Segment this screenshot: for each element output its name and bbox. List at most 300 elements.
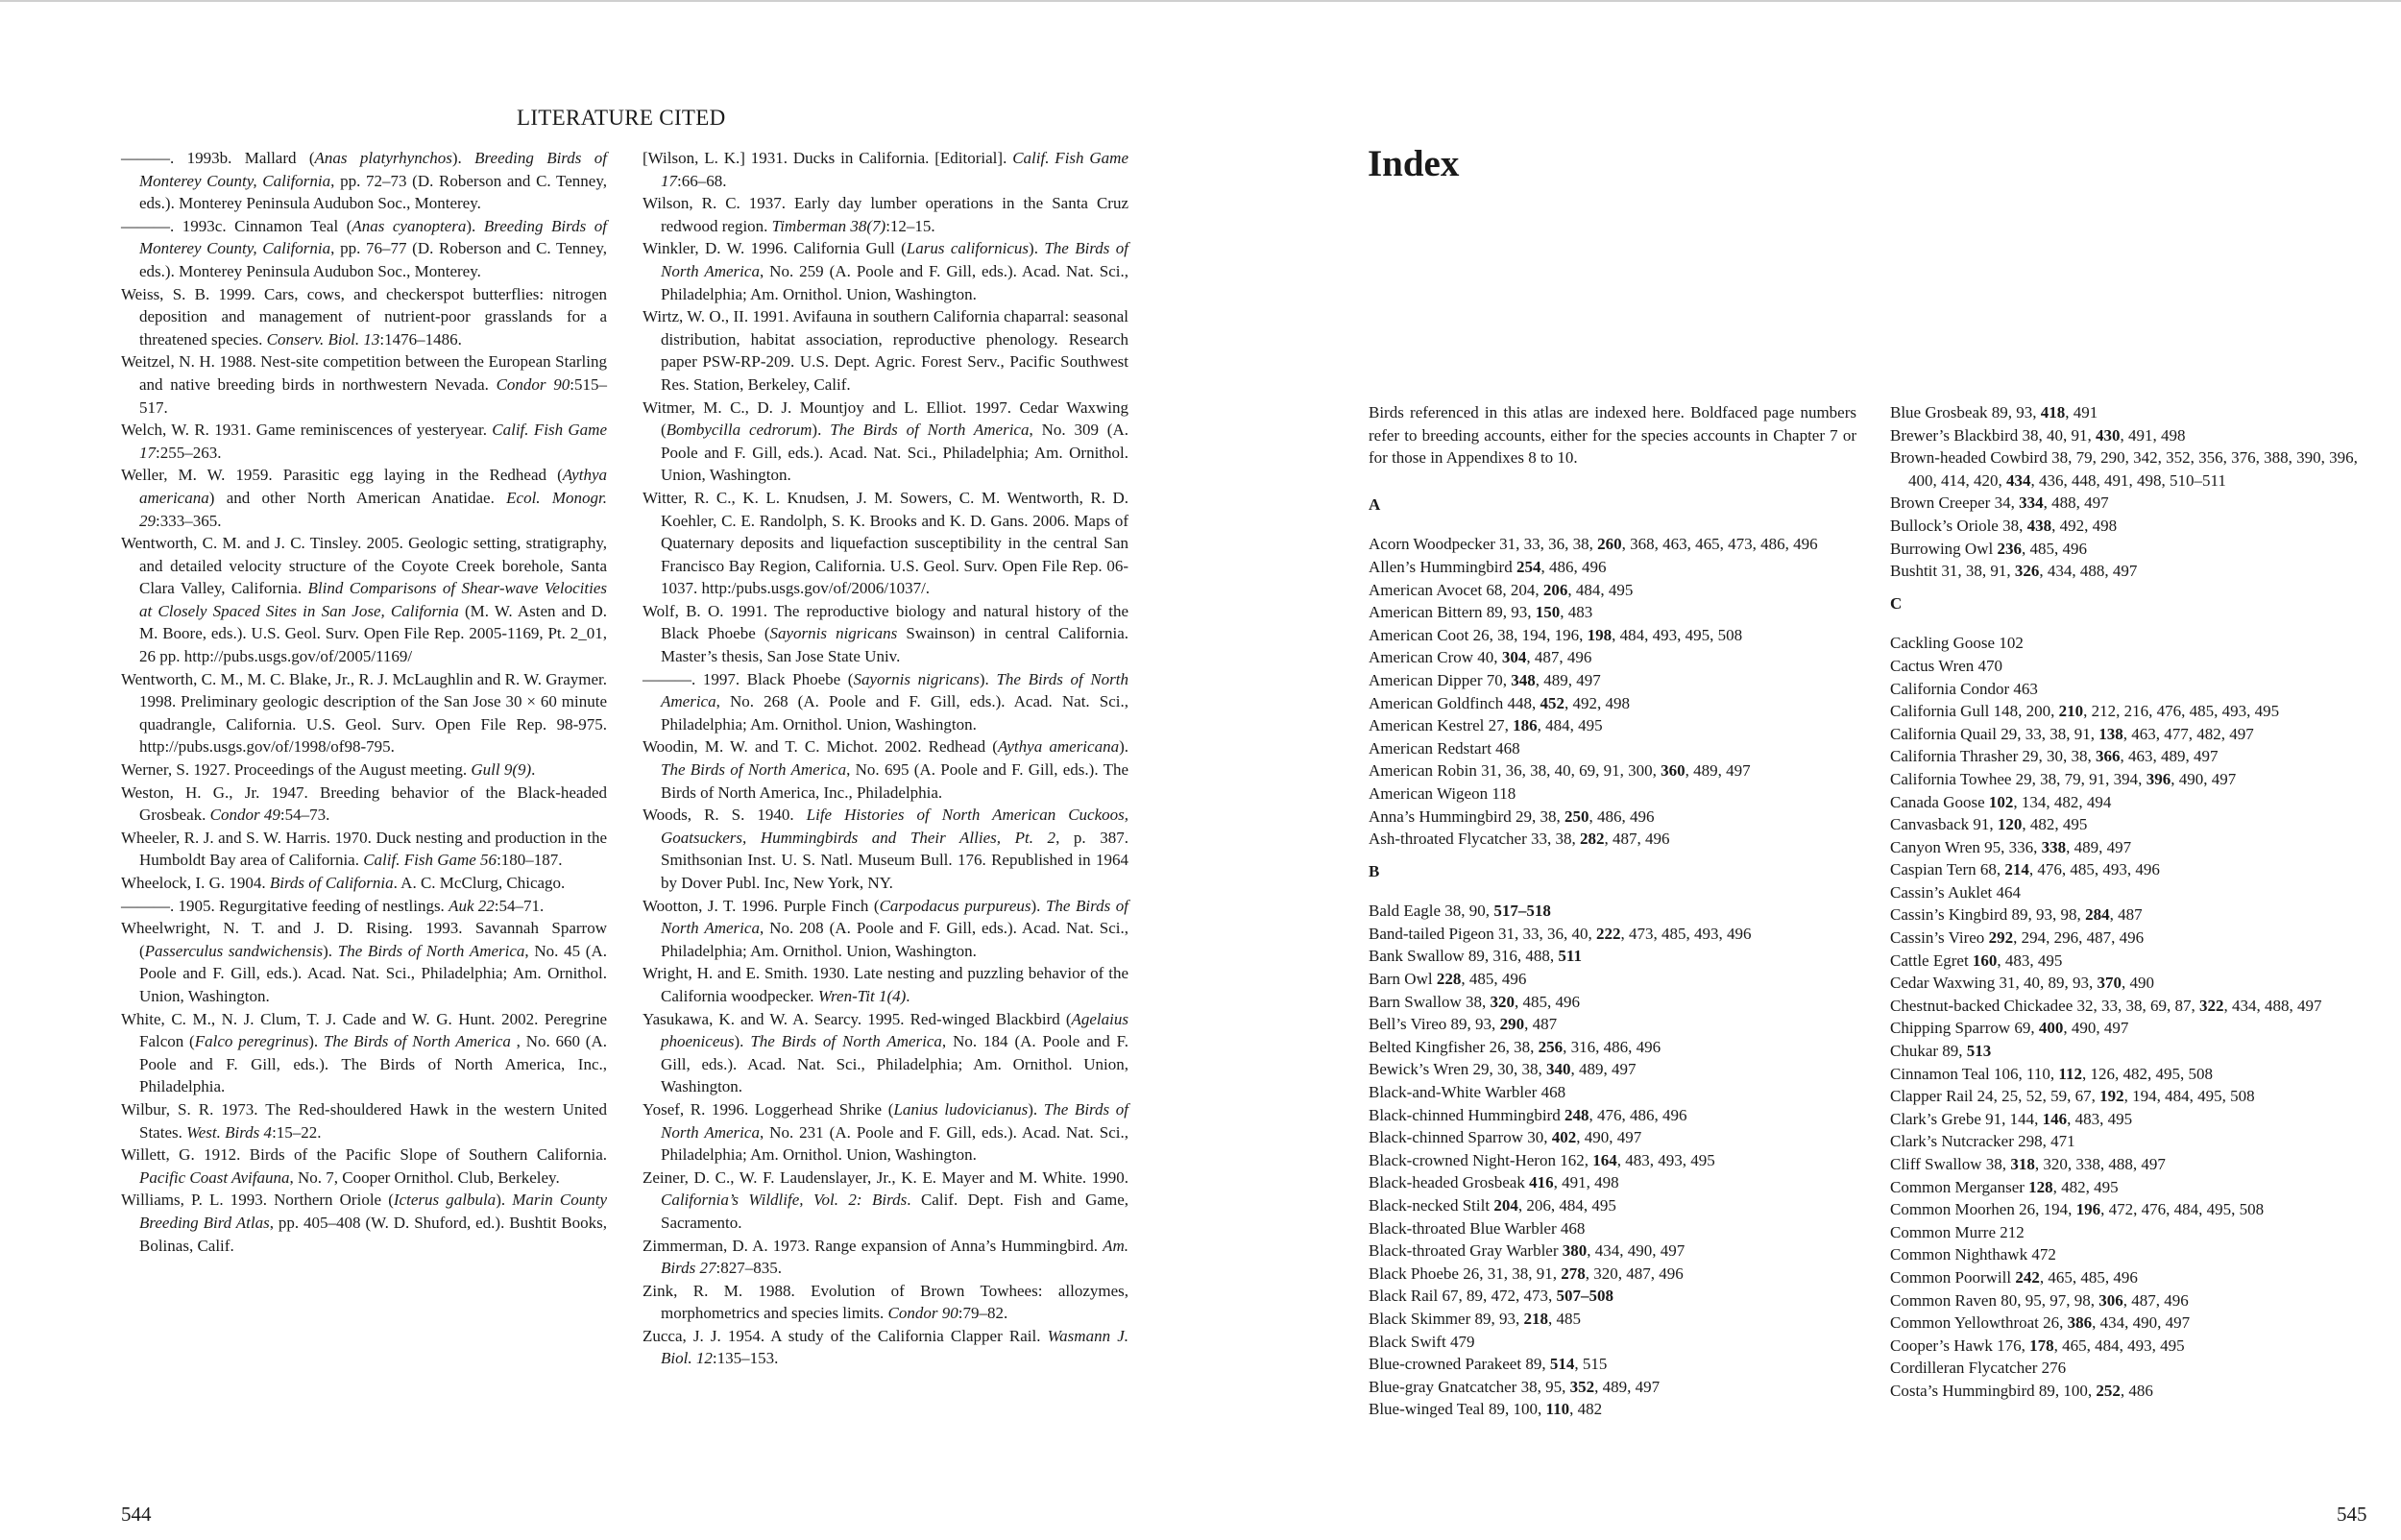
- breeding-account-page: 210: [2058, 702, 2084, 721]
- text-run: Chestnut-backed Chickadee 32, 33, 38, 69, 87,: [1890, 996, 2199, 1015]
- text-run: Black Phoebe 26, 31, 38, 91,: [1369, 1263, 1562, 1283]
- text-run: , 434, 490, 497: [2092, 1313, 2191, 1333]
- text-run: Wolf, B. O. 1991. The reproductive biology and natural history of the Black Phoebe (: [643, 601, 1128, 643]
- reference-entry: [643, 192, 1128, 237]
- reference-entry: [121, 1008, 607, 1098]
- text-run: , 487, 496: [1526, 648, 1592, 667]
- breeding-account-page: 290: [1499, 1015, 1525, 1034]
- text-run: Zeiner, D. C., W. F. Laudenslayer, Jr., K. E. Mayer and M. White. 1990.: [643, 1167, 1128, 1187]
- text-run: Canada Goose: [1890, 792, 1989, 811]
- index-entry: [1890, 950, 2372, 973]
- reference-entry: [643, 397, 1128, 487]
- text-run: , 483: [1560, 603, 1593, 622]
- text-run: Wright, H. and E. Smith. 1930. Late nesting and puzzling behavior of the California woodpecker.: [643, 964, 1128, 1005]
- text-run: Swainson) in central California. Master’s thesis, San Jose State Univ.: [661, 624, 1128, 666]
- text-run: :15–22.: [272, 1122, 322, 1142]
- index-entry: [1369, 991, 1856, 1014]
- text-run: Witmer, M. C., D. J. Mountjoy and L. Elliot. 1997. Cedar Waxwing (: [643, 397, 1128, 440]
- text-run: ).: [1029, 239, 1045, 258]
- text-run: Black-throated Gray Warbler: [1369, 1241, 1563, 1261]
- text-run: Zink, R. M. 1988. Evolution of Brown Towhees: allozymes, morphometrics and species limits.: [643, 1281, 1128, 1323]
- breeding-account-page: 402: [1551, 1128, 1577, 1147]
- breeding-account-page: 150: [1535, 603, 1561, 622]
- text-run: B: [1369, 861, 1380, 880]
- text-run: Brown-headed Cowbird 38, 79, 290, 342, 352, 356, 376, 388, 390, 396, 400, 414, 420,: [1890, 448, 2358, 490]
- index-entry: [1890, 1357, 2372, 1380]
- text-run: , No. 208 (A. Poole and F. Gill, eds.). Acad. Nat. Sci., Philadelphia; Am. Ornithol. Union, Washington.: [661, 919, 1129, 960]
- italic-text: Aythya americana: [139, 466, 607, 507]
- index-entry: [1369, 714, 1856, 737]
- text-run: , 488, 497: [2043, 493, 2109, 513]
- index-entry: [1890, 515, 2372, 538]
- index-entry: [1369, 1239, 1856, 1263]
- breeding-account-page: 318: [2010, 1155, 2035, 1173]
- index-letter-heading: [1369, 493, 1856, 517]
- index-entry: [1890, 1108, 2372, 1131]
- text-run: [Wilson, L. K.] 1931. Ducks in California. [Editorial].: [643, 149, 1013, 167]
- text-run: , No. 268 (A. Poole and F. Gill, eds.). Acad. Nat. Sci., Philadelphia; Am. Ornithol. Union, Washington.: [661, 692, 1128, 734]
- text-run: Canyon Wren 95, 336,: [1890, 837, 2042, 856]
- text-run: , 487: [2109, 905, 2143, 925]
- breeding-account-page: 110: [1545, 1400, 1570, 1419]
- italic-text: Sayornis nigricans: [769, 624, 898, 643]
- text-run: Weller, M. W. 1959. Parasitic egg laying in the Redhead (: [121, 466, 563, 485]
- text-run: Caspian Tern 68,: [1890, 860, 2005, 879]
- text-run: ).: [466, 216, 484, 235]
- breeding-account-page: 507–508: [1556, 1287, 1613, 1306]
- italic-text: Anas platyrhynchos: [314, 149, 452, 167]
- text-run: ).: [1028, 1099, 1044, 1119]
- breeding-account-page: 416: [1529, 1173, 1554, 1192]
- breeding-account-page: 278: [1561, 1263, 1586, 1283]
- text-run: , 212, 216, 476, 485, 493, 495: [2083, 702, 2280, 721]
- text-run: Common Nighthawk 472: [1890, 1245, 2056, 1264]
- text-run: Cassin’s Vireo: [1890, 928, 1989, 948]
- text-run: , 485: [1547, 1309, 1581, 1328]
- page-number-left: 544: [121, 1503, 152, 1526]
- text-run: :180–187.: [497, 851, 563, 870]
- text-run: Cliff Swallow 38,: [1890, 1155, 2011, 1173]
- text-run: ).: [451, 149, 475, 167]
- italic-text: Bombycilla cedrorum: [666, 421, 812, 440]
- text-run: :54–71.: [494, 896, 545, 915]
- text-run: American Crow 40,: [1369, 648, 1502, 667]
- reference-entry: [643, 895, 1128, 963]
- text-run: , No. 231 (A. Poole and F. Gill, eds.). Acad. Nat. Sci., Philadelphia; Am. Ornithol. Union, Washington.: [661, 1122, 1129, 1165]
- italic-text: Carpodacus purpureus: [879, 896, 1031, 915]
- breeding-account-page: 366: [2096, 747, 2121, 766]
- text-run: Black-and-White Warbler 468: [1369, 1083, 1566, 1102]
- breeding-account-page: 196: [2075, 1200, 2101, 1219]
- text-run: Bald Eagle 38, 90,: [1369, 902, 1494, 921]
- breeding-account-page: 430: [2096, 425, 2121, 445]
- index-entry: [1890, 1085, 2372, 1108]
- text-run: Weiss, S. B. 1999. Cars, cows, and checkerspot butterflies: nitrogen deposition and management of nutrient-poor grasslands for a threatened species.: [121, 284, 607, 349]
- index-entry: [1890, 995, 2372, 1018]
- breeding-account-page: 338: [2041, 837, 2067, 856]
- text-run: , 320, 338, 488, 497: [2034, 1155, 2166, 1173]
- reference-entry: [643, 1167, 1128, 1235]
- text-run: . A. C. McClurg, Chicago.: [393, 874, 566, 892]
- italic-text: Blind Comparisons of Shear-wave Velocities at Closely Spaced Sites in San Jose, California: [139, 579, 607, 620]
- breeding-account-page: 386: [2067, 1313, 2093, 1333]
- text-run: American Robin 31, 36, 38, 40, 69, 91, 300,: [1369, 761, 1661, 781]
- reference-entry: [643, 735, 1128, 804]
- italic-text: The Birds of North America: [661, 239, 1128, 280]
- reference-entry: [121, 1189, 607, 1257]
- text-run: , 320, 487, 496: [1585, 1263, 1684, 1283]
- italic-text: Breeding Birds of Monterey County, California: [139, 149, 607, 190]
- index-entry: [1890, 1153, 2372, 1176]
- reference-entry: [643, 237, 1128, 305]
- text-run: Bell’s Vireo 89, 93,: [1369, 1015, 1500, 1034]
- text-run: Winkler, D. W. 1996. California Gull (: [643, 239, 907, 258]
- breeding-account-page: 178: [2029, 1335, 2054, 1355]
- index-entry: [1890, 401, 2372, 424]
- text-run: ).: [308, 1032, 324, 1051]
- index-letter-heading: [1890, 592, 2372, 615]
- index-entry: [1890, 768, 2372, 791]
- text-run: Cooper’s Hawk 176,: [1890, 1335, 2030, 1355]
- text-run: Black Rail 67, 89, 472, 473,: [1369, 1287, 1557, 1306]
- index-entry: [1369, 624, 1856, 647]
- italic-text: Condor 49: [209, 806, 280, 825]
- index-entry: [1890, 1335, 2372, 1358]
- index-entry: [1369, 646, 1856, 669]
- breeding-account-page: 146: [2042, 1109, 2068, 1128]
- text-run: Black Swift 479: [1369, 1332, 1475, 1351]
- index-entry: [1890, 836, 2372, 859]
- text-run: Wootton, J. T. 1996. Purple Finch (: [643, 896, 880, 915]
- text-run: Belted Kingfisher 26, 38,: [1369, 1037, 1539, 1056]
- reference-entry: [121, 827, 607, 872]
- breeding-account-page: 254: [1516, 557, 1541, 576]
- text-run: American Wigeon 118: [1369, 783, 1516, 803]
- index-entry: [1369, 1149, 1856, 1172]
- italic-text: The Birds of North America: [661, 1099, 1129, 1142]
- text-run: ).: [1031, 896, 1046, 915]
- index-entry: [1890, 424, 2372, 447]
- index-entry: [1890, 1380, 2372, 1403]
- index-entry: [1890, 1311, 2372, 1335]
- text-run: ).: [812, 421, 831, 440]
- text-run: Werner, S. 1927. Proceedings of the August meeting.: [121, 760, 472, 780]
- text-run: Wilbur, S. R. 1973. The Red-shouldered Hawk in the western United States.: [121, 1099, 607, 1142]
- text-run: Common Poorwill: [1890, 1267, 2016, 1287]
- text-run: Chipping Sparrow 69,: [1890, 1019, 2039, 1038]
- text-run: (M. W. Asten and D. M. Boore, eds.). U.S. Geol. Surv. Open File Rep. 2005-1169, Pt. 2_01, 26 pp. http://pubs.usgs.gov/of/2005/1169/: [139, 601, 607, 666]
- text-run: , 484, 495: [1567, 580, 1634, 599]
- index-entry: [1369, 900, 1856, 923]
- text-run: :1476–1486.: [379, 329, 462, 349]
- text-run: Yasukawa, K. and W. A. Searcy. 1995. Red-winged Blackbird (: [643, 1009, 1072, 1028]
- text-run: , 487: [1524, 1015, 1558, 1034]
- breeding-account-page: 284: [2085, 905, 2110, 925]
- reference-entry: [643, 962, 1128, 1007]
- text-run: California Quail 29, 33, 38, 91,: [1890, 724, 2099, 743]
- text-run: , 294, 296, 487, 496: [2013, 928, 2145, 948]
- reference-entry: [121, 464, 607, 532]
- text-run: , 492, 498: [2051, 516, 2118, 535]
- breeding-account-page: 352: [1569, 1377, 1595, 1396]
- text-run: Common Yellowthroat 26,: [1890, 1313, 2068, 1333]
- text-run: , No. 660 (A. Poole and F. Gill, eds.). The Birds of North America, Inc., Philadelphia.: [139, 1032, 607, 1096]
- text-run: ———. 1993b. Mallard (: [121, 149, 315, 167]
- text-run: Cordilleran Flycatcher 276: [1890, 1359, 2067, 1378]
- italic-text: Sayornis nigricans: [853, 669, 980, 688]
- text-run: Wentworth, C. M., M. C. Blake, Jr., R. J. McLaughlin and R. W. Graymer. 1998. Preliminary geologic description of the San Jose 30 × 60 minute quadrangle, California. U.S. Geol. Surv. Open File Rep. 98-975. http://pubs.usgs.gov/of/1998/of98-795.: [121, 669, 607, 757]
- index-letter-heading: [1369, 860, 1856, 883]
- text-run: . Calif. Dept. Fish and Game, Sacramento.: [661, 1191, 1128, 1232]
- reference-entry: [121, 283, 607, 351]
- text-run: American Coot 26, 38, 194, 196,: [1369, 625, 1588, 644]
- breeding-account-page: 198: [1587, 625, 1613, 644]
- text-run: Wheeler, R. J. and S. W. Harris. 1970. Duck nesting and production in the Humboldt Bay area of California.: [121, 828, 607, 870]
- index-entry: [1369, 1013, 1856, 1036]
- index-entry: [1890, 813, 2372, 836]
- index-entry: [1890, 1130, 2372, 1153]
- reference-entry: [121, 350, 607, 419]
- text-run: Welch, W. R. 1931. Game reminiscences of yesteryear.: [121, 421, 493, 440]
- breeding-account-page: 128: [2028, 1177, 2053, 1196]
- index-entry: [1369, 533, 1856, 556]
- reference-entry: [121, 147, 607, 215]
- text-run: ) and other North American Anatidae.: [208, 488, 507, 507]
- text-run: , No. 309 (A. Poole and F. Gill, eds.). Acad. Nat. Sci., Philadelphia; Am. Ornithol. Union, Washington.: [661, 421, 1128, 485]
- reference-entry: [121, 668, 607, 758]
- text-run: :66–68.: [677, 171, 727, 190]
- text-run: , 491, 498: [1553, 1173, 1619, 1192]
- reference-entry: [121, 872, 607, 895]
- breeding-account-page: 206: [1542, 580, 1568, 599]
- text-run: , 476, 486, 496: [1589, 1105, 1687, 1124]
- index-entry: [1369, 1308, 1856, 1331]
- text-run: Band-tailed Pigeon 31, 33, 36, 40,: [1369, 924, 1597, 943]
- text-run: ———. 1993c. Cinnamon Teal (: [121, 216, 352, 235]
- breeding-account-page: 396: [2146, 769, 2171, 788]
- breeding-account-page: 164: [1592, 1150, 1617, 1169]
- breeding-account-page: 242: [2015, 1267, 2040, 1287]
- italic-text: Falco peregrinus: [194, 1032, 309, 1051]
- breeding-account-page: 304: [1501, 648, 1527, 667]
- text-run: Black-chinned Sparrow 30,: [1369, 1128, 1552, 1147]
- text-run: Blue-crowned Parakeet 89,: [1369, 1355, 1550, 1374]
- text-run: , 483, 495: [1997, 950, 2063, 970]
- text-run: , pp. 405–408 (W. D. Shuford, ed.). Bushtit Books, Bolinas, Calif.: [139, 1213, 607, 1255]
- text-run: ———. 1905. Regurgitative feeding of nestlings.: [121, 896, 449, 915]
- breeding-account-page: 292: [1988, 928, 2014, 948]
- text-run: Witter, R. C., K. L. Knudsen, J. M. Sowers, C. M. Wentworth, R. D. Koehler, C. E. Randolph, S. K. Brooks and K. D. Gans. 2006. Maps of Quaternary deposits and liquefaction susceptibility in the central San Francisco Bay Region, California. U.S. Geol. Surv. Open File Rep. 06-1037. http:/pubs.usgs.gov/of/2006/1037/.: [643, 488, 1128, 598]
- text-run: , 515: [1574, 1355, 1608, 1374]
- text-run: , 465, 484, 493, 495: [2053, 1335, 2185, 1355]
- breeding-account-page: 418: [2040, 403, 2066, 421]
- italic-text: The Birds of North America: [830, 421, 1030, 440]
- breeding-account-page: 340: [1546, 1060, 1571, 1079]
- breeding-account-page: 256: [1538, 1037, 1564, 1056]
- text-run: ).: [1119, 737, 1128, 757]
- reference-entry: [643, 668, 1128, 736]
- index-entry: [1890, 655, 2372, 678]
- text-run: American Bittern 89, 93,: [1369, 603, 1536, 622]
- top-border: [0, 0, 2401, 2]
- text-run: , 482, 495: [2052, 1177, 2119, 1196]
- reference-entry: [643, 147, 1128, 192]
- text-run: , 473, 485, 493, 496: [1620, 924, 1752, 943]
- italic-text: West. Birds 4: [186, 1122, 273, 1142]
- index-entry: [1369, 1126, 1856, 1149]
- running-header: LITERATURE CITED: [517, 106, 726, 130]
- index-entry: [1369, 968, 1856, 991]
- text-run: Common Merganser: [1890, 1177, 2029, 1196]
- italic-text: Calif. Fish Game 17: [139, 421, 607, 462]
- text-run: Cackling Goose 102: [1890, 634, 2024, 653]
- italic-text: Marin County Breeding Bird Atlas: [139, 1191, 607, 1232]
- text-run: Blue-gray Gnatcatcher 38, 95,: [1369, 1377, 1570, 1396]
- text-run: American Kestrel 27,: [1369, 716, 1514, 735]
- index-entry: [1369, 828, 1856, 851]
- breeding-account-page: 214: [2004, 860, 2029, 879]
- text-run: Cactus Wren 470: [1890, 656, 2003, 675]
- breeding-account-page: 138: [2098, 724, 2123, 743]
- text-run: :135–153.: [712, 1349, 779, 1368]
- italic-text: Condor 90: [887, 1304, 958, 1323]
- text-run: ———. 1997. Black Phoebe (: [643, 669, 854, 688]
- text-run: :54–73.: [279, 806, 330, 825]
- italic-text: Calif. Fish Game 56: [363, 851, 497, 870]
- text-run: Willett, G. 1912. Birds of the Pacific Slope of Southern California.: [121, 1145, 607, 1165]
- italic-text: California’s Wildlife, Vol. 2: Birds: [661, 1191, 908, 1210]
- text-run: , 434, 488, 497: [2223, 996, 2322, 1015]
- text-run: , 476, 485, 493, 496: [2028, 860, 2160, 879]
- text-run: , 491, 498: [2120, 425, 2186, 445]
- text-run: , 486: [2120, 1381, 2153, 1400]
- italic-text: Lanius ludovicianus: [893, 1099, 1029, 1119]
- index-entry: [1890, 700, 2372, 723]
- reference-entry: [643, 600, 1128, 668]
- text-run: Common Raven 80, 95, 97, 98,: [1890, 1290, 2099, 1310]
- reference-entry: [121, 1143, 607, 1189]
- text-run: , 486, 496: [1589, 806, 1655, 826]
- references-column-1: [121, 147, 607, 1257]
- italic-text: Agelaius phoeniceus: [661, 1009, 1128, 1051]
- text-run: , 484, 493, 495, 508: [1612, 625, 1743, 644]
- index-entry: [1890, 1176, 2372, 1199]
- text-run: , 483, 493, 495: [1616, 1150, 1715, 1169]
- reference-entry: [643, 1008, 1128, 1098]
- reference-entry: [121, 782, 607, 827]
- italic-text: Passerculus sandwichensis: [144, 941, 324, 960]
- reference-entry: [121, 532, 607, 668]
- breeding-account-page: 120: [1997, 815, 2023, 834]
- breeding-account-page: 222: [1596, 924, 1621, 943]
- text-run: Common Moorhen 26, 194,: [1890, 1200, 2076, 1219]
- text-run: , 487, 496: [2122, 1290, 2189, 1310]
- text-run: , No. 7, Cooper Ornithol. Club, Berkeley.: [289, 1167, 560, 1187]
- text-run: Weitzel, N. H. 1988. Nest-site competition between the European Starling and native breeding birds in northwestern Nevada.: [121, 352, 607, 394]
- italic-text: The Birds of North America: [661, 669, 1129, 711]
- breeding-account-page: 438: [2026, 516, 2052, 535]
- text-run: Black-chinned Hummingbird: [1369, 1105, 1564, 1124]
- text-run: , No. 259 (A. Poole and F. Gill, eds.). Acad. Nat. Sci., Philadelphia; Am. Ornithol. Union, Washington.: [661, 261, 1129, 303]
- text-run: , 490, 497: [2171, 769, 2237, 788]
- text-run: , 206, 484, 495: [1517, 1196, 1616, 1215]
- index-entry: [1890, 678, 2372, 701]
- text-run: Black Skimmer 89, 93,: [1369, 1309, 1524, 1328]
- text-run: Zimmerman, D. A. 1973. Range expansion of Anna’s Hummingbird.: [643, 1236, 1103, 1255]
- text-run: Weston, H. G., Jr. 1947. Breeding behavior of the Black-headed Grosbeak.: [121, 782, 607, 825]
- breeding-account-page: 260: [1597, 535, 1622, 554]
- text-run: Blue Grosbeak 89, 93,: [1890, 403, 2041, 421]
- index-entry: [1369, 1081, 1856, 1104]
- text-run: Bewick’s Wren 29, 30, 38,: [1369, 1060, 1547, 1079]
- text-run: Anna’s Hummingbird 29, 38,: [1369, 806, 1564, 826]
- index-entry: [1369, 692, 1856, 715]
- breeding-account-page: 326: [2014, 562, 2040, 581]
- breeding-account-page: 186: [1513, 716, 1538, 735]
- text-run: Blue-winged Teal 89, 100,: [1369, 1400, 1546, 1419]
- text-run: Chukar 89,: [1890, 1042, 1967, 1061]
- text-run: , 436, 448, 491, 498, 510–511: [2030, 470, 2226, 490]
- index-entry: [1369, 1263, 1856, 1286]
- text-run: Wheelwright, N. T. and J. D. Rising. 1993. Savannah Sparrow (: [121, 919, 607, 960]
- index-entry: [1890, 745, 2372, 768]
- breeding-account-page: 248: [1564, 1105, 1589, 1124]
- text-run: American Dipper 70,: [1369, 670, 1512, 689]
- italic-text: Conserv. Biol. 13: [266, 329, 380, 349]
- breeding-account-page: 282: [1580, 830, 1605, 849]
- breeding-account-page: 160: [1972, 950, 1998, 970]
- text-run: :515–517.: [139, 374, 607, 417]
- reference-entry: [643, 1098, 1128, 1167]
- text-run: , 491: [2065, 403, 2098, 421]
- text-run: Burrowing Owl: [1890, 539, 1998, 558]
- index-entry: [1369, 923, 1856, 946]
- index-entry: [1890, 560, 2372, 583]
- reference-entry: [121, 1098, 607, 1143]
- italic-text: Icterus galbula: [393, 1191, 497, 1210]
- breeding-account-page: 250: [1564, 806, 1589, 826]
- index-entry: [1890, 632, 2372, 655]
- italic-text: The Birds of North America: [750, 1032, 942, 1051]
- text-run: , 485, 496: [2021, 539, 2087, 558]
- index-entry: [1369, 737, 1856, 760]
- breeding-account-page: 380: [1562, 1241, 1588, 1261]
- text-run: ).: [979, 669, 997, 688]
- index-column-2: [1890, 401, 2372, 1403]
- reference-entry: [643, 305, 1128, 396]
- index-entry: [1890, 791, 2372, 814]
- text-run: California Gull 148, 200,: [1890, 702, 2059, 721]
- breeding-account-page: 306: [2098, 1290, 2123, 1310]
- text-run: Brown Creeper 34,: [1890, 493, 2020, 513]
- italic-text: The Birds of North America: [323, 1032, 511, 1051]
- breeding-account-page: 252: [2096, 1381, 2121, 1400]
- text-run: Woods, R. S. 1940.: [643, 806, 807, 825]
- breeding-account-page: 204: [1493, 1196, 1518, 1215]
- index-entry: [1369, 556, 1856, 579]
- italic-text: Am. Birds 27: [661, 1236, 1128, 1278]
- reference-entry: [643, 1280, 1128, 1325]
- index-entry: [1369, 1036, 1856, 1059]
- text-run: , 485, 496: [1515, 992, 1581, 1011]
- breeding-account-page: 192: [2099, 1087, 2124, 1106]
- text-run: Yosef, R. 1996. Loggerhead Shrike (: [643, 1099, 894, 1119]
- italic-text: Ecol. Monogr. 29: [139, 488, 607, 530]
- italic-text: Pacific Coast Avifauna: [139, 1167, 290, 1187]
- italic-text: Calif. Fish Game 17: [661, 149, 1128, 190]
- text-run: , 134, 482, 494: [2013, 792, 2112, 811]
- breeding-account-page: 228: [1436, 970, 1462, 989]
